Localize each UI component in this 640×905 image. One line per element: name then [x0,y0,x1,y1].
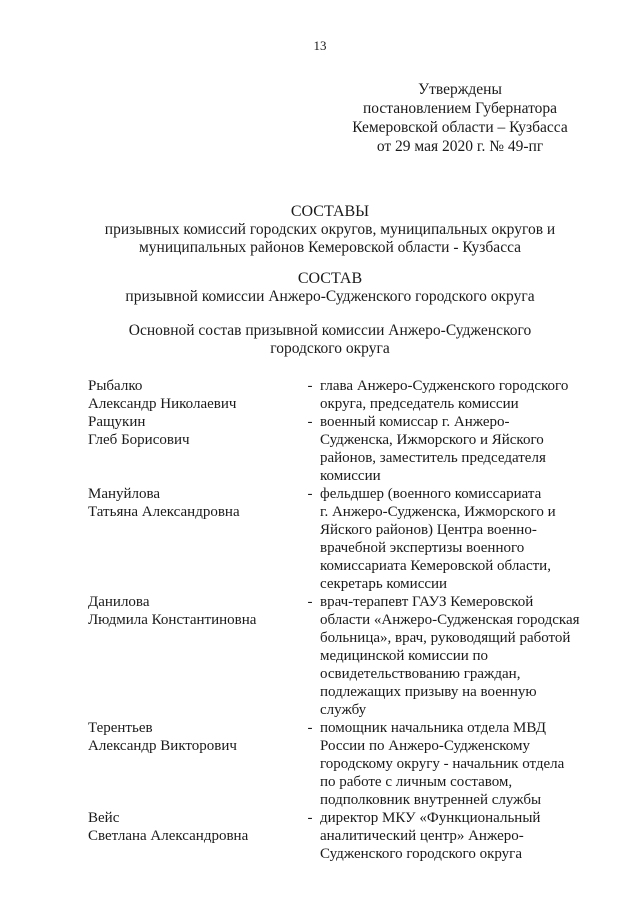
member-name: Данилова Людмила Константиновна [88,594,257,628]
approval-line: Утверждены [418,81,502,98]
member-dash: - [307,594,313,610]
section-subtitle-line: муниципальных районов Кемеровской области - Кузбасса [138,239,522,256]
member-entry [88,413,588,485]
member-position: помощник начальника отдела МВД России по Анжеро-Судженскому городскому округу - начальник отдела по работе с личным составом, подполковник внутренней службы [320,720,565,808]
member-position: глава Анжеро-Судженского городского округа, председатель комиссии [320,378,569,412]
member-name: Мануйлова Татьяна Александровна [88,486,240,520]
member-dash: - [307,486,313,502]
approval-line: от 29 мая 2020 г. № 49-пг [376,138,544,155]
section-subtitle-line: призывных комиссий городских округов, муниципальных округов и [104,221,556,238]
member-dash: - [307,414,313,430]
approval-stamp [340,80,580,156]
composition-title: СОСТАВ [297,270,363,287]
member-name: Терентьев Александр Викторович [88,720,237,754]
composition-subtitle: призывной комиссии Анжеро-Судженского городского округа [125,288,535,305]
main-heading-line: городского округа [270,340,390,357]
member-position: врач-терапевт ГАУЗ Кемеровской области «Анжеро-Судженская городская больница», врач, руководящий работой медицинской комиссии по освидетельствованию граждан, подлежащих призыву на военную службу [320,594,580,718]
member-dash: - [307,810,313,826]
section-header [80,203,580,257]
approval-line: Кемеровской области – Кузбасса [352,119,568,136]
member-entry [88,593,588,719]
member-position: фельдшер (военного комиссариата г. Анжеро-Судженска, Ижморского и Яйского районов) Центра военно- врачебной экспертизы военного комиссариата Кемеровской области, секретарь комиссии [320,486,556,592]
member-name: Рыбалко Александр Николаевич [88,378,237,412]
member-dash: - [307,720,313,736]
member-name: Ращукин Глеб Борисович [88,414,190,448]
member-position: военный комиссар г. Анжеро- Судженска, Ижморского и Яйского районов, заместитель председателя комиссии [320,414,546,484]
member-entry [88,377,588,413]
member-dash: - [307,378,313,394]
section-title: СОСТАВЫ [290,203,370,220]
member-entry [88,485,588,593]
page-number: 13 [313,38,327,53]
main-heading-line: Основной состав призывной комиссии Анжеро-Судженского [128,322,532,339]
members-list [88,377,588,863]
member-position: директор МКУ «Функциональный аналитический центр» Анжеро- Судженского городского округа [320,810,541,862]
member-entry [88,809,588,863]
member-entry [88,719,588,809]
member-name: Вейс Светлана Александровна [88,810,249,844]
approval-line: постановлением Губернатора [362,100,558,117]
main-composition-heading [80,322,580,358]
composition-header [80,270,580,306]
